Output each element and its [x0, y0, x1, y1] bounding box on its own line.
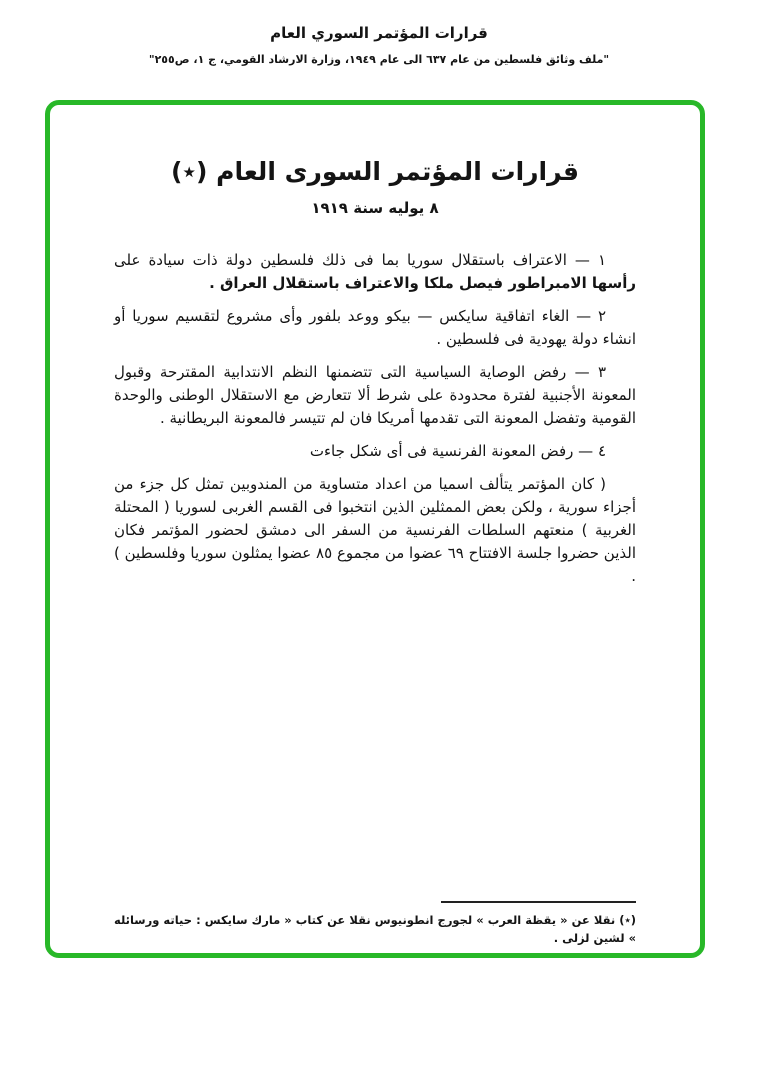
paragraph-4: ٤ — رفض المعونة الفرنسية فى أى شكل جاءت: [309, 442, 606, 460]
page-header-source-line: "ملف وثائق فلسطين من عام ٦٣٧ الى عام ١٩٤٩، وزارة الارشاد القومي، ج ١، ص٢٥٥": [148, 53, 610, 66]
footnote: [114, 901, 636, 947]
paragraph-note: ( كان المؤتمر يتألف اسميا من اعداد متساوية من المندوبين تمثل كل جزء من أجزاء سورية ، ولكن بعض الممثلين الذين انتخبوا فى القسم الغربى لسوريا ( المحتلة الغربية ) منعتهم السلطات الفرنسية من السفر الى دمشق لحضور المؤتمر فكان الذين حضروا جلسة الافتتاح ٦٩ عضوا من مجموع ٨٥ عضوا يمثلون سوريا وفلسطين ) .: [114, 475, 636, 585]
footnote-divider: [441, 901, 636, 903]
document-content: [50, 157, 700, 1005]
paragraph-1-text: ١ — الاعتراف باستقلال سوريا بما فى ذلك فلسطين دولة ذات سيادة على: [114, 251, 606, 269]
paragraph-2: ٢ — الغاء اتفاقية سايكس — بيكو ووعد بلفور وأى مشروع لتقسيم سوريا أو انشاء دولة يهودية فى فلسطين .: [114, 307, 636, 348]
document-frame: [45, 100, 705, 958]
page-header-title: قرارات المؤتمر السوري العام: [270, 24, 488, 42]
page-header: [0, 0, 758, 66]
document-title: قرارات المؤتمر السورى العام (٭): [170, 157, 580, 186]
paragraph-3: ٣ — رفض الوصاية السياسية التى تتضمنها النظم الانتدابية المقترحة وقبول المعونة الأجنبية لفترة محدودة على شرط ألا تتعارض مع الاستقلال الوطنى والوحدة القومية وتفضل المعونة التى تقدمها أمريكا فان لم تتيسر فالمعونة البريطانية .: [114, 363, 636, 427]
paragraph-1-bold-text: رأسها الامبراطور فيصل ملكا والاعتراف باستقلال العراق .: [209, 274, 636, 292]
footnote-text: (٭) نقلا عن « يقظة العرب » لجورج انطونيوس نقلا عن كتاب « مارك سايكس : حياته ورسائله » لشين لزلى .: [114, 913, 636, 945]
document-body: [114, 249, 636, 588]
paragraph-1: [114, 249, 636, 295]
document-date: ٨ يوليه سنة ١٩١٩: [311, 199, 439, 217]
